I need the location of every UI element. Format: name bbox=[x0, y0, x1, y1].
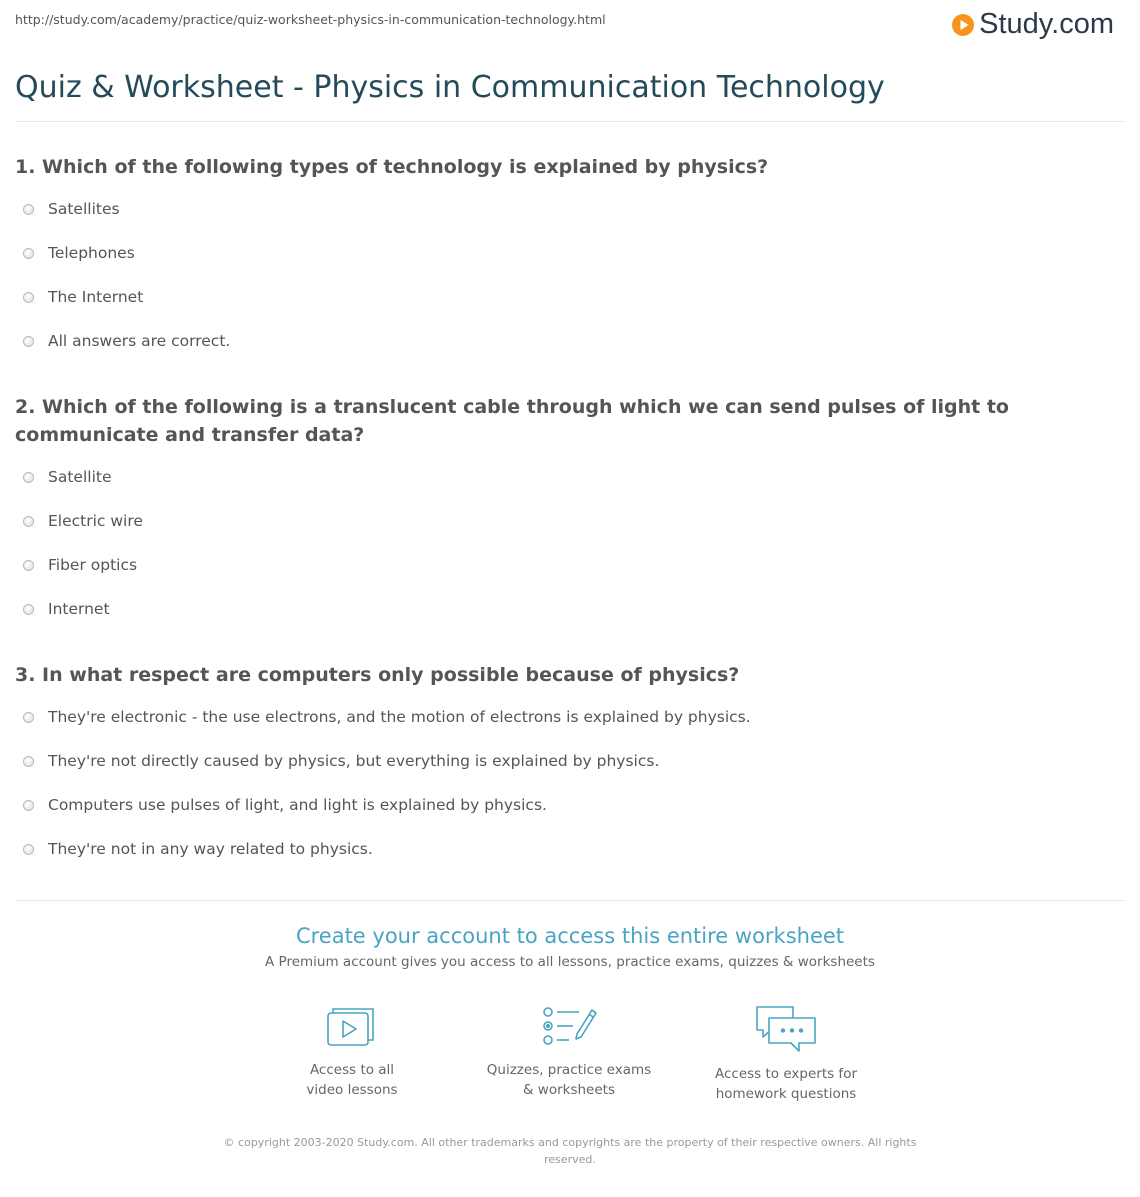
answer-option[interactable] bbox=[23, 556, 137, 574]
answer-option[interactable] bbox=[23, 840, 373, 858]
page-title: Quiz & Worksheet - Physics in Communication Technology bbox=[15, 70, 885, 105]
divider bbox=[15, 900, 1125, 901]
quiz-checklist-icon bbox=[541, 1004, 597, 1050]
question-3: 3. In what respect are computers only possible because of physics? bbox=[15, 664, 740, 686]
answer-label: Fiber optics bbox=[48, 556, 138, 574]
feature-label: Access to all video lessons bbox=[306, 1062, 398, 1098]
radio-button[interactable] bbox=[23, 204, 34, 215]
answer-option[interactable] bbox=[23, 468, 111, 486]
radio-button[interactable] bbox=[23, 516, 34, 527]
answer-label: Internet bbox=[48, 600, 110, 618]
divider bbox=[15, 121, 1125, 122]
radio-button[interactable] bbox=[23, 604, 34, 615]
feature-label: Quizzes, practice exams & worksheets bbox=[486, 1062, 652, 1098]
answer-label: Telephones bbox=[48, 244, 135, 262]
answer-label: Computers use pulses of light, and light is explained by physics. bbox=[48, 796, 547, 814]
answer-option[interactable] bbox=[23, 200, 120, 218]
radio-button[interactable] bbox=[23, 844, 34, 855]
answer-option[interactable] bbox=[23, 332, 230, 350]
chat-bubbles-icon bbox=[753, 1004, 819, 1054]
answer-option[interactable] bbox=[23, 244, 135, 262]
radio-button[interactable] bbox=[23, 560, 34, 571]
answer-option[interactable] bbox=[23, 600, 110, 618]
question-1: 1. Which of the following types of technology is explained by physics? bbox=[15, 156, 769, 178]
answer-label: They're not in any way related to physics. bbox=[48, 840, 373, 858]
answer-option[interactable] bbox=[23, 512, 143, 530]
feature-quizzes bbox=[469, 1004, 669, 1100]
answer-label: Electric wire bbox=[48, 512, 143, 530]
answer-label: They're electronic - the use electrons, and the motion of electrons is explained by physics. bbox=[48, 708, 751, 726]
radio-button[interactable] bbox=[23, 292, 34, 303]
radio-button[interactable] bbox=[23, 336, 34, 347]
video-lesson-icon bbox=[324, 1004, 380, 1050]
answer-option[interactable] bbox=[23, 796, 547, 814]
radio-button[interactable] bbox=[23, 712, 34, 723]
radio-button[interactable] bbox=[23, 756, 34, 767]
study-logo[interactable] bbox=[951, 8, 1114, 41]
play-circle-icon bbox=[951, 13, 975, 37]
radio-button[interactable] bbox=[23, 472, 34, 483]
answer-label: The Internet bbox=[48, 288, 144, 306]
answer-option[interactable] bbox=[23, 288, 143, 306]
feature-experts bbox=[686, 1004, 886, 1104]
radio-button[interactable] bbox=[23, 248, 34, 259]
radio-button[interactable] bbox=[23, 800, 34, 811]
feature-video-lessons bbox=[252, 1004, 452, 1100]
page-url: http://study.com/academy/practice/quiz-worksheet-physics-in-communication-technology.html bbox=[15, 12, 606, 27]
answer-label: All answers are correct. bbox=[48, 332, 231, 350]
answer-label: Satellite bbox=[48, 468, 112, 486]
logo-text: Study.com bbox=[979, 8, 1114, 40]
answer-option[interactable] bbox=[23, 752, 659, 770]
feature-label: Access to experts for homework questions bbox=[714, 1066, 857, 1102]
cta-title[interactable]: Create your account to access this entire worksheet bbox=[295, 924, 845, 948]
question-2: 2. Which of the following is a translucent cable through which we can send pulses of light to communicate and transfer data? bbox=[15, 396, 1009, 446]
answer-label: They're not directly caused by physics, but everything is explained by physics. bbox=[48, 752, 660, 770]
answer-label: Satellites bbox=[48, 200, 120, 218]
copyright: © copyright 2003-2020 Study.com. All other trademarks and copyrights are the property of their respective owners. All rights reserved. bbox=[223, 1136, 917, 1166]
answer-option[interactable] bbox=[23, 708, 751, 726]
cta-subtitle: A Premium account gives you access to all lessons, practice exams, quizzes & worksheets bbox=[265, 954, 875, 970]
